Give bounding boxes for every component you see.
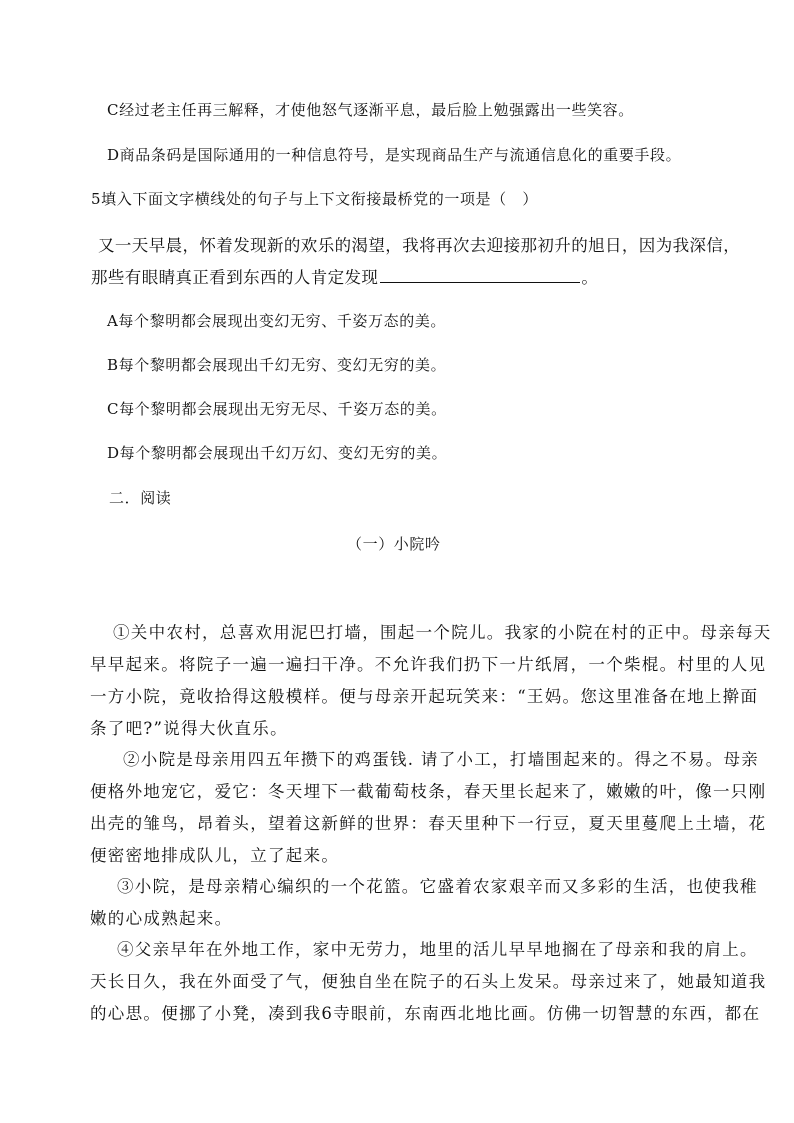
q4-option-d: D商品条码是国际通用的一种信息符号，是实现商品生产与流通信息化的重要手段。 (107, 146, 682, 164)
q5-option-b: B每个黎明都会展现出千幻无穷、变幻无穷的美。 (107, 356, 447, 374)
paragraph-line: 条了吧?”说得大伙直乐。 (90, 719, 288, 738)
paragraph-line: 便格外地宠它，爱它：冬天埋下一截葡萄枝条，春天里长起来了，嫩嫩的叶，像一只刚 (90, 782, 767, 801)
paragraph-line: 的心思。便挪了小凳，凑到我6寺眼前，东南西北地比画。仿佛一切智慧的东西，都在 (90, 1004, 761, 1023)
q5-option-c: C每个黎明都会展现出无穷无尽、千姿万态的美。 (107, 400, 447, 418)
paragraph-line: 早早起来。将院子一遍一遍扫干净。不允许我们扔下一片纸屑，一个柴棍。村里的人见 (90, 655, 767, 674)
fill-in-blank (380, 281, 580, 283)
paragraph-line: ②小院是母亲用四五年攒下的鸡蛋钱. 请了小工，打墙围起来的。得之不易。母亲 (123, 750, 760, 769)
q5-stem-end: 。 (581, 268, 599, 287)
paragraph-line: 天长日久，我在外面受了气，便独自坐在院子的石头上发呆。母亲过来了，她最知道我 (90, 972, 767, 991)
section-heading: 二．阅读 (109, 489, 172, 507)
q5-stem-line2 (91, 264, 598, 288)
paragraph-line: ③小院，是母亲精心编织的一个花篮。它盛着农家艰辛而又多彩的生活，也使我稚 (117, 877, 758, 896)
paragraph-line: 便密密地排成队儿，立了起来。 (90, 846, 340, 865)
paragraph-line: 嫩的心成熟起来。 (90, 909, 233, 928)
q5-option-d: D每个黎明都会展现出千幻万幻、变幻无穷的美。 (107, 444, 448, 462)
passage-title: （一）小院吟 (347, 535, 441, 553)
paragraph-line: 一方小院，竟收拾得这般模样。便与母亲开起玩笑来：“王妈。您这里准备在地上擀面 (90, 687, 759, 706)
q5-option-a: A每个黎明都会展现出变幻无穷、千姿万态的美。 (107, 312, 447, 330)
q5-stem-line1: 又一天早晨，怀着发现新的欢乐的渴望，我将再次去迎接那初升的旭日，因为我深信， (98, 236, 741, 255)
paragraph-line: 出壳的雏鸟，昂着头，望着这新鲜的世界：春天里种下一行豆，夏天里蔓爬上土墙，花 (90, 814, 767, 833)
q4-option-c: C经过老主任再三解释，才使他怒气逐渐平息，最后脸上勉强露出一些笑容。 (107, 101, 634, 119)
q5-stem-text: 那些有眼睛真正看到东西的人肯定发现 (91, 268, 379, 287)
paragraph-line: ①关中农村，总喜欢用泥巴打墙，围起一个院儿。我家的小院在村的正中。母亲每天 (113, 623, 772, 642)
q5-title: 5填入下面文字横线处的句子与上下文衔接最桥党的一项是（ ） (91, 190, 538, 208)
paragraph-line: ④父亲早年在外地工作，家中无劳力，地里的活儿早早地搁在了母亲和我的肩上。 (117, 940, 758, 959)
